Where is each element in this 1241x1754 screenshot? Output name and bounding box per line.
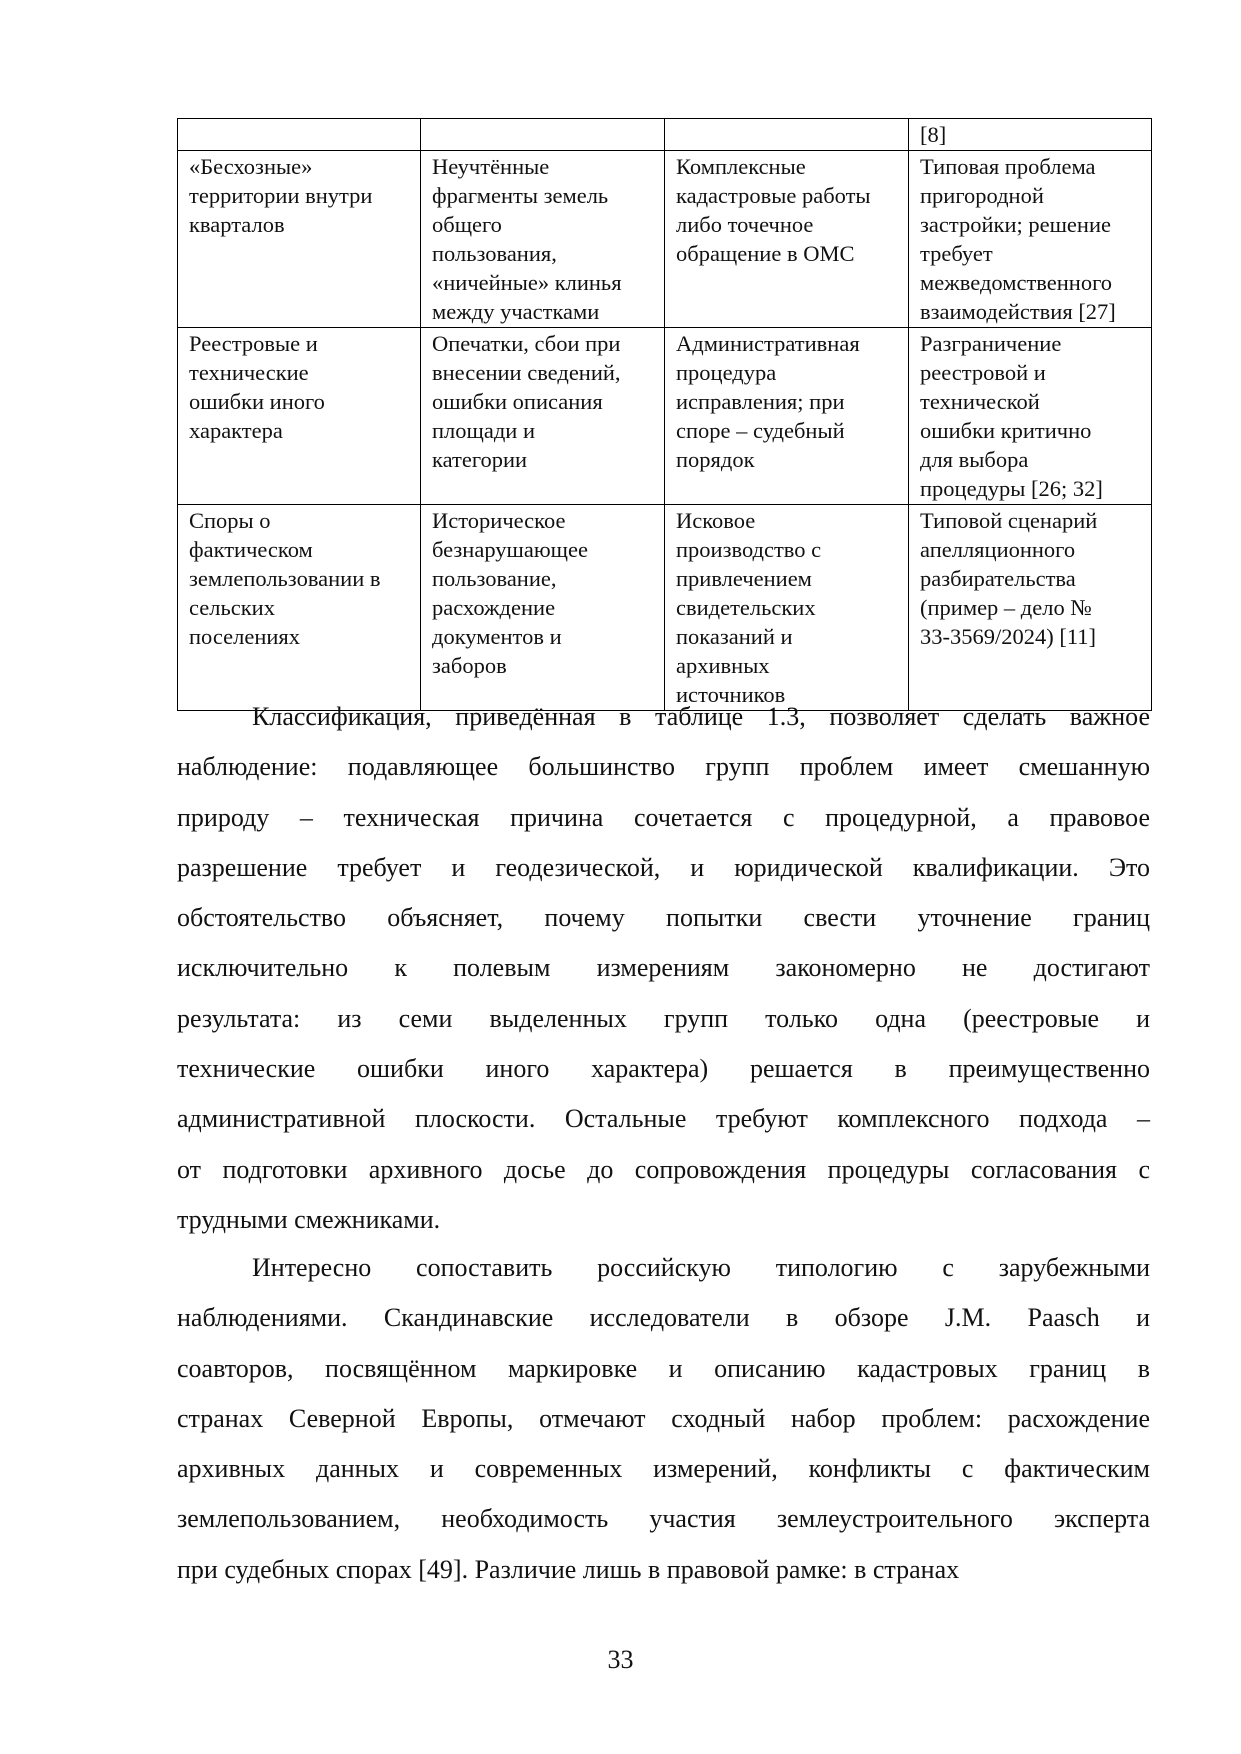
paragraph-line: обстоятельство объясняет, почему попытки свести уточнение границ bbox=[177, 903, 1150, 933]
cell-text-line: поселениях bbox=[189, 624, 300, 649]
table-row bbox=[178, 328, 1152, 505]
table-cell bbox=[178, 328, 421, 505]
table-cell bbox=[665, 151, 909, 328]
cell-text-line: сельских bbox=[189, 595, 275, 620]
cell-text-line: общего bbox=[432, 212, 502, 237]
cell-text-line: застройки; решение bbox=[920, 212, 1111, 237]
cell-text-line: взаимодействия [27] bbox=[920, 299, 1116, 324]
table-cell bbox=[909, 505, 1152, 711]
paragraph-foreign-comparison bbox=[177, 1243, 1150, 1595]
cell-text-line: кварталов bbox=[189, 212, 285, 237]
table-row bbox=[178, 151, 1152, 328]
cell-text-line: площади и bbox=[432, 418, 535, 443]
paragraph-line: природу – техническая причина сочетается с процедурной, а правовое bbox=[177, 802, 1150, 832]
cell-text-line: Историческое bbox=[432, 508, 566, 533]
cell-text-line: (пример – дело № bbox=[920, 595, 1092, 620]
table-cell bbox=[665, 505, 909, 711]
page-number: 33 bbox=[607, 1645, 634, 1674]
table-cell bbox=[665, 119, 909, 151]
cell-text-line: Реестровые и bbox=[189, 331, 318, 356]
cell-text-line: [8] bbox=[920, 122, 947, 147]
table-cell bbox=[178, 151, 421, 328]
cell-text-line: землепользовании в bbox=[189, 566, 381, 591]
cell-text-line: «ничейные» клинья bbox=[432, 270, 622, 295]
cell-text-line: порядок bbox=[676, 447, 755, 472]
paragraph-line: исключительно к полевым измерениям закономерно не достигают bbox=[177, 953, 1150, 983]
cell-text-line: «Бесхозные» bbox=[189, 154, 313, 179]
table-cell bbox=[909, 328, 1152, 505]
cell-text-line: фрагменты земель bbox=[432, 183, 609, 208]
cell-text-line: для выбора bbox=[920, 447, 1029, 472]
table-cell bbox=[421, 505, 665, 711]
cell-text-line: процедуры [26; 32] bbox=[920, 476, 1103, 501]
paragraph-line: Классификация, приведённая в таблице 1.3, позволяет сделать важное bbox=[252, 702, 1150, 731]
paragraph-line: землепользованием, необходимость участия землеустроительного эксперта bbox=[177, 1504, 1150, 1534]
cell-text-line: безнарушающее bbox=[432, 537, 588, 562]
paragraph-line: архивных данных и современных измерений, конфликты с фактическим bbox=[177, 1454, 1150, 1484]
cell-text-line: технические bbox=[189, 360, 309, 385]
cell-text-line: 33-3569/2024) [11] bbox=[920, 624, 1097, 649]
table-row bbox=[178, 505, 1152, 711]
paragraph-line: трудными смежниками. bbox=[177, 1204, 441, 1234]
table-cell bbox=[909, 151, 1152, 328]
paragraph-line: соавторов, посвящённом маркировке и описанию кадастровых границ в bbox=[177, 1353, 1150, 1383]
cell-text-line: категории bbox=[432, 447, 528, 472]
cell-text-line: требует bbox=[920, 241, 993, 266]
cell-text-line: расхождение bbox=[432, 595, 556, 620]
cell-text-line: Типовой сценарий bbox=[920, 508, 1098, 533]
cell-text-line: пользование, bbox=[432, 566, 557, 591]
cell-text-line: Типовая проблема bbox=[920, 154, 1096, 179]
cell-text-line: Разграничение bbox=[920, 331, 1062, 356]
paragraph-line: Интересно сопоставить российскую типологию с зарубежными bbox=[252, 1253, 1150, 1282]
cell-text-line: пользования, bbox=[432, 241, 557, 266]
table-cell bbox=[421, 119, 665, 151]
table-cell bbox=[178, 119, 421, 151]
cell-text-line: Споры о bbox=[189, 508, 271, 533]
cell-text-line: обращение в ОМС bbox=[676, 241, 855, 266]
cell-text-line: технической bbox=[920, 389, 1040, 414]
cell-text-line: Административная bbox=[676, 331, 860, 356]
paragraph-line: от подготовки архивного досье до сопровождения процедуры согласования с bbox=[177, 1154, 1150, 1184]
cell-text-line: свидетельских bbox=[676, 595, 816, 620]
cell-text-line: ошибки описания bbox=[432, 389, 603, 414]
cell-text-line: производство с bbox=[676, 537, 822, 562]
paragraph-line: результата: из семи выделенных групп только одна (реестровые и bbox=[177, 1003, 1150, 1033]
paragraph-line: наблюдение: подавляющее большинство групп проблем имеет смешанную bbox=[177, 752, 1150, 782]
cell-text-line: источников bbox=[676, 682, 786, 707]
cell-text-line: разбирательства bbox=[920, 566, 1076, 591]
cell-text-line: территории внутри bbox=[189, 183, 373, 208]
cell-text-line: ошибки иного bbox=[189, 389, 325, 414]
cell-text-line: Неучтённые bbox=[432, 154, 550, 179]
classification-table bbox=[177, 118, 1152, 711]
cell-text-line: апелляционного bbox=[920, 537, 1076, 562]
paragraph-line: при судебных спорах [49]. Различие лишь в правовой рамке: в странах bbox=[177, 1554, 960, 1584]
paragraph-classification-analysis bbox=[177, 692, 1150, 1245]
paragraph-line: административной плоскости. Остальные требуют комплексного подхода – bbox=[177, 1104, 1150, 1134]
cell-text-line: межведомственного bbox=[920, 270, 1113, 295]
cell-text-line: исправления; при bbox=[676, 389, 845, 414]
paragraph-line: странах Северной Европы, отмечают сходный набор проблем: расхождение bbox=[177, 1403, 1150, 1433]
table-cell bbox=[421, 151, 665, 328]
cell-text-line: Опечатки, сбои при bbox=[432, 331, 621, 356]
table-cell bbox=[665, 328, 909, 505]
table-row bbox=[178, 119, 1152, 151]
table-cell bbox=[421, 328, 665, 505]
cell-text-line: Исковое bbox=[676, 508, 756, 533]
table-cell bbox=[178, 505, 421, 711]
cell-text-line: заборов bbox=[432, 653, 507, 678]
table-cell bbox=[909, 119, 1152, 151]
cell-text-line: ошибки критично bbox=[920, 418, 1092, 443]
cell-text-line: споре – судебный bbox=[676, 418, 845, 443]
classification-table-continuation bbox=[177, 118, 1150, 711]
cell-text-line: Комплексные bbox=[676, 154, 806, 179]
cell-text-line: пригородной bbox=[920, 183, 1044, 208]
cell-text-line: показаний и bbox=[676, 624, 793, 649]
paragraph-line: технические ошибки иного характера) решается в преимущественно bbox=[177, 1054, 1150, 1084]
cell-text-line: документов и bbox=[432, 624, 562, 649]
cell-text-line: либо точечное bbox=[676, 212, 814, 237]
cell-text-line: реестровой и bbox=[920, 360, 1046, 385]
cell-text-line: привлечением bbox=[676, 566, 812, 591]
cell-text-line: архивных bbox=[676, 653, 770, 678]
paragraph-line: наблюдениями. Скандинавские исследователи в обзоре J.M. Paasch и bbox=[177, 1303, 1150, 1333]
cell-text-line: процедура bbox=[676, 360, 777, 385]
cell-text-line: внесении сведений, bbox=[432, 360, 621, 385]
cell-text-line: фактическом bbox=[189, 537, 313, 562]
paragraph-line: разрешение требует и геодезической, и юридической квалификации. Это bbox=[177, 852, 1150, 882]
cell-text-line: характера bbox=[189, 418, 283, 443]
cell-text-line: кадастровые работы bbox=[676, 183, 871, 208]
cell-text-line: между участками bbox=[432, 299, 600, 324]
